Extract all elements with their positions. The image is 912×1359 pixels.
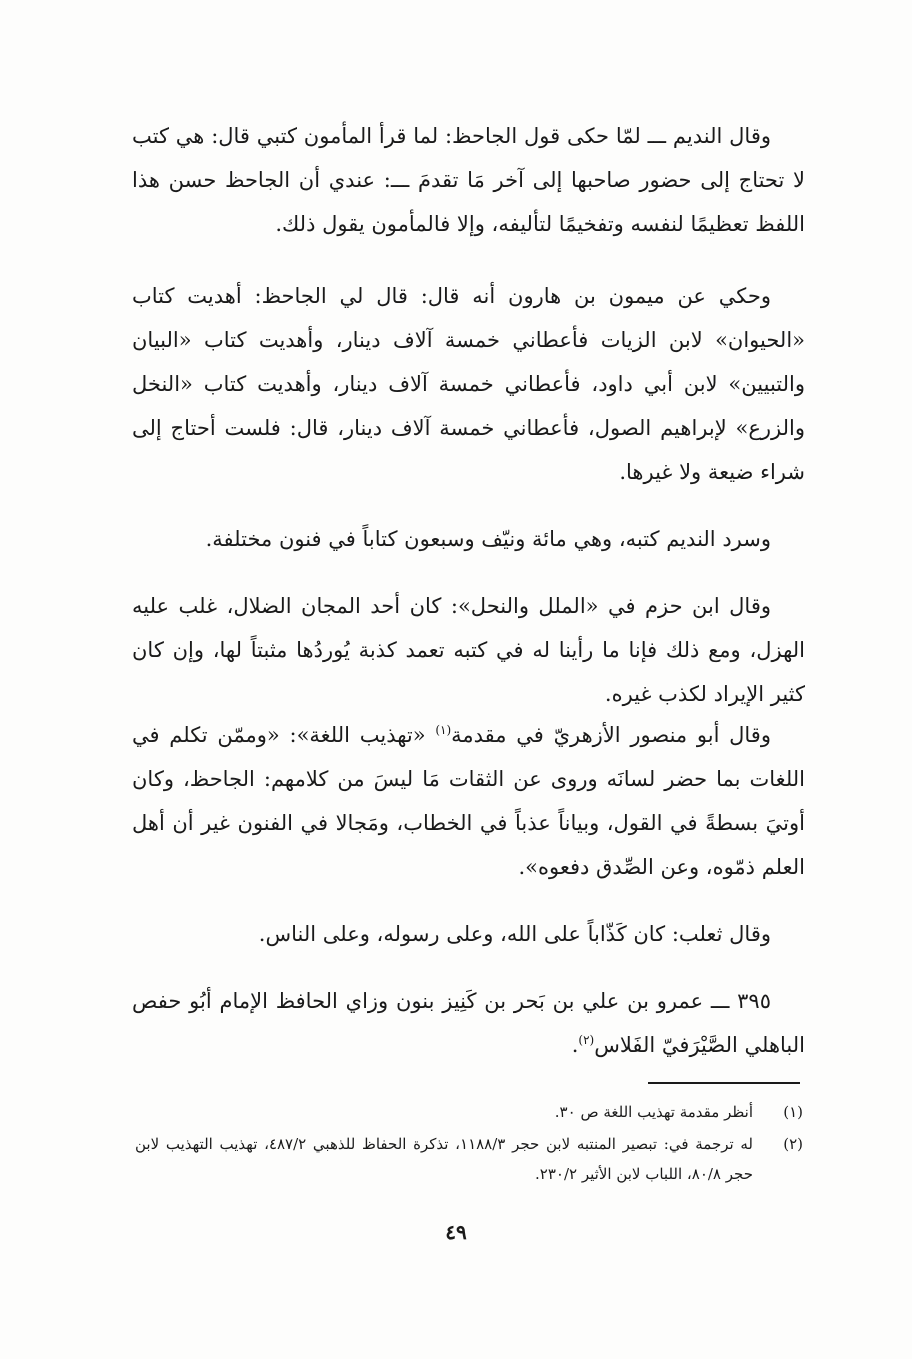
paragraph-azhari: [132, 713, 805, 889]
footnote-text: له ترجمة في: تبصير المنتبه لابن حجر ١١٨٨/٣، تذكرة الحفاظ للذهبي ٤٨٧/٢، تهذيب التهذيب لابن حجر ٨٠/٨، اللباب لابن الأثير ٢٣٠/٢.: [135, 1135, 753, 1183]
footnotes-section: [135, 1097, 803, 1191]
biography-entry-395: [132, 979, 805, 1067]
paragraph-nadim-books: [132, 517, 805, 561]
paragraph-text-start: وقال أبو منصور الأزهريّ في مقدمة: [451, 723, 771, 747]
footnote-1: [135, 1097, 803, 1127]
footnote-divider: [648, 1082, 800, 1084]
paragraph-text: وسرد النديم كتبه، وهي مائة ونيّف وسبعون كتاباً في فنون مختلفة.: [205, 527, 771, 551]
footnote-number: (٢): [783, 1135, 803, 1153]
footnote-2: [135, 1129, 803, 1189]
page-number: ٤٩: [445, 1220, 467, 1244]
footnote-reference-1[interactable]: (١): [435, 723, 452, 737]
footnote-reference-2[interactable]: (٢): [578, 1033, 595, 1047]
paragraph-text: [132, 713, 805, 889]
paragraph-text: وقال ابن حزم في «الملل والنحل»: كان أحد المجان الضلال، غلب عليه الهزل، ومع ذلك فإنا ما رأينا له في كتبه تعمد كذبة يُوردُها مثبتاً لها، وإن كان كثير الإيراد لكذب غيره.: [132, 594, 805, 706]
paragraph-maymun-quote: [132, 274, 805, 494]
paragraph-text: وقال ثعلب: كان كَذّاباً على الله، وعلى رسوله، وعلى الناس.: [258, 922, 771, 946]
entry-heading-text: ٣٩٥ ـــ عمرو بن علي بن بَحر بن كَنِيز بنون وزاي الحافظ الإمام أبُو حفص الباهلي الصَّيْرَفيّ الفَلاس: [132, 989, 805, 1057]
paragraph-ibn-hazm: [132, 584, 805, 716]
entry-end: .: [571, 1033, 579, 1057]
paragraph-nadim-quote: [132, 114, 805, 246]
paragraph-text: وحكي عن ميمون بن هارون أنه قال: قال لي الجاحظ: أهديت كتاب «الحيوان» لابن الزيات فأعطاني خمسة آلاف دينار، وأهديت كتاب «البيان والتبيين» لابن أبي داود، فأعطاني خمسة آلاف دينار، وأهديت كتاب «النخل والزرع» لإبراهيم الصول، فأعطاني خمسة آلاف دينار، قال: فلست أحتاج إلى شراء ضيعة ولا غيرها.: [132, 284, 805, 484]
footnote-text: أنظر مقدمة تهذيب اللغة ص ٣٠.: [554, 1103, 753, 1121]
paragraph-thalab: [132, 912, 805, 956]
paragraph-text-end: «تهذيب اللغة»: «وممّن تكلم في اللغات بما حضر لسانَه وروى عن الثقات مَا ليسَ من كلامهم: الجاحظ، وكان أوتيَ بسطةً في القول، وبياناً عذباً في الخطاب، ومَجالا في الفنون غير أن أهل العلم ذمّوه، وعن الصِّدق دفعوه».: [132, 723, 805, 879]
paragraph-text: وقال النديم ـــ لمّا حكى قول الجاحظ: لما قرأ المأمون كتبي قال: هي كتب لا تحتاج إلى حضور صاحبها إلى آخر مَا تقدمَ ـــ: عندي أن الجاحظ حسن هذا اللفظ تعظيمًا لنفسه وتفخيمًا لتأليفه، وإلا فالمأمون يقول ذلك.: [132, 124, 805, 236]
footnote-number: (١): [783, 1103, 803, 1121]
paragraph-text: [132, 979, 805, 1067]
